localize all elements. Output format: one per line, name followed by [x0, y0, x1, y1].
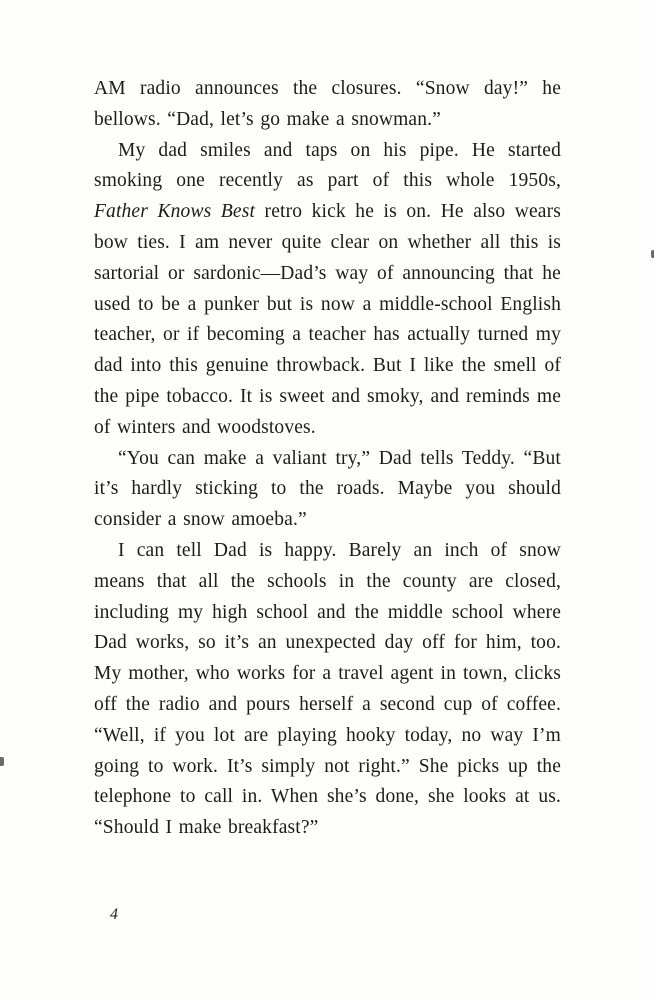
paragraph-text: “You can make a valiant try,” Dad tells Teddy. “But it’s hardly sticking to the roads. Maybe you should consider a snow amoeba.”	[94, 447, 561, 531]
paragraph-text: retro kick he is on. He also wears bow ties. I am never quite clear on whether all this is sartorial or sardonic—Dad’s way of announcing that he used to be a punker but is now a middle-school English teacher, or if becoming a teacher has actually turned my dad into this genuine throwback. But I like the smell of the pipe tobacco. It is sweet and smoky, and reminds me of winters and woodstoves.	[94, 201, 561, 438]
page-number: 4	[110, 906, 118, 923]
paragraph-text: I can tell Dad is happy. Barely an inch of snow means that all the schools in the county are closed, including my high school and the middle school where Dad works, so it’s an unexpected day off for him, too. My mother, who works for a travel agent in town, clicks off the radio and pours herself a second cup of coffee. “Well, if you lot are playing hooky today, no way I’m going to work. It’s simply not right.” She picks up the telephone to call in. When she’s done, she looks at us. “Should I make breakfast?”	[94, 539, 561, 839]
paragraph	[94, 136, 561, 444]
paragraph	[94, 74, 561, 136]
paragraph	[94, 536, 561, 844]
scan-artifact	[0, 757, 4, 766]
book-title-italic-text: Father Knows Best	[94, 201, 256, 223]
paragraph	[94, 444, 561, 536]
page-text	[94, 74, 561, 844]
paragraph-text: AM radio announces the closures. “Snow day!” he bellows. “Dad, let’s go make a snowman.”	[94, 78, 561, 130]
paragraph-text: My dad smiles and taps on his pipe. He started smoking one recently as part of this whole 1950s,	[94, 139, 561, 192]
